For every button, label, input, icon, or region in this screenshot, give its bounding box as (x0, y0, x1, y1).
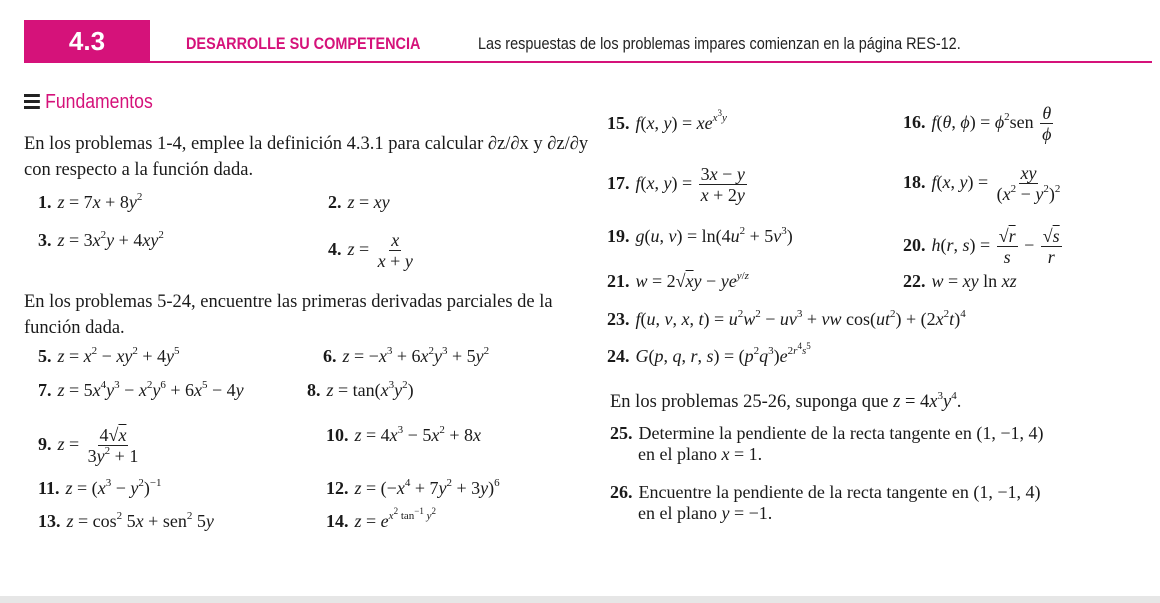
problem-5 (38, 346, 179, 367)
problem-expression: z = xy (347, 192, 390, 212)
problem-7 (38, 380, 244, 401)
problem-number: 15. (607, 113, 630, 133)
problem-16 (903, 103, 1056, 144)
problem-10 (326, 425, 481, 446)
problem-number: 10. (326, 425, 349, 445)
problem-expression: h(r, s) = $\frac{√r}{s}$ − $\frac{√s}{r}$ (931, 226, 1060, 267)
problem-20 (903, 226, 1064, 267)
problem-number: 26. (610, 482, 633, 502)
problem-number: 8. (307, 380, 321, 400)
problem-number: 17. (607, 172, 630, 193)
problem-number: 20. (903, 234, 926, 255)
problem-12 (326, 478, 500, 499)
problem-number: 18. (903, 171, 926, 192)
problem-21 (607, 271, 749, 292)
header-rule (24, 61, 1152, 63)
problem-3 (38, 230, 164, 251)
intro-1-4: En los problemas 1-4, emplee la definición 4.3.1 para calcular ∂z/∂x y ∂z/∂y con respecto a la función dada. (24, 134, 589, 180)
problem-23 (607, 309, 966, 330)
problem-expression: $z = 3x^2y + 4xy^2$ (57, 229, 164, 250)
page-bottom-border (0, 596, 1160, 603)
problem-13 (38, 511, 214, 532)
problem-number: 21. (607, 271, 630, 291)
problem-expression: f(x, y) = $\frac{xy}{(x^2 - y^2)^2}$ (931, 163, 1061, 204)
problem-expression: $z = 7x + 8y^2$ (57, 191, 143, 212)
problem-expression: g(u, $v) = \ln(4u^2 + 5v^3)$ (635, 225, 793, 246)
problem-number: 7. (38, 380, 52, 400)
problem-25 (610, 423, 1043, 465)
problem-expression-line2: en el plano x = 1. (638, 444, 763, 464)
problem-26 (610, 482, 1040, 524)
intro-25-26: En los problemas 25-26, suponga que $z = 4x^3y^4$. (610, 390, 962, 412)
problem-number: 9. (38, 433, 52, 454)
heading-label: Fundamentos (45, 91, 153, 113)
problem-expression: f(θ, $\phi) = \phi^2sen$ $\frac{\theta}{\phi}$ (931, 103, 1052, 144)
problem-expression-line2: en el plano y = −1. (638, 503, 773, 523)
problem-expression: $z = x^2 - xy^2 + 4y^5$ (57, 345, 180, 366)
problem-22 (903, 271, 1017, 292)
problem-expression: G(p, q, r, $s) = (p^2q^3)e^{2r^4s^5}$ (635, 341, 811, 366)
problem-expression: $z = \tan(x^3y^2)$ (326, 379, 414, 400)
problem-expression: f(x, $y) = xe^{x^3y}$ (635, 108, 727, 133)
problem-expression: f(u, v, x, $t) = u^2w^2 - uv^3$ + vw $\cos(ut^2) + (2x^2t)^4$ (635, 308, 966, 329)
problem-11 (38, 478, 162, 499)
problem-number: 13. (38, 511, 61, 531)
problem-17 (607, 164, 749, 205)
problem-6 (323, 346, 489, 367)
problem-number: 22. (903, 271, 926, 291)
problem-number: 14. (326, 511, 349, 531)
problem-19 (607, 226, 793, 247)
problem-expression: $z = (-x^4 + 7y^2 + 3y)^6$ (354, 477, 500, 498)
problem-8 (307, 380, 414, 401)
problem-expression: $z = (x^3 - y^2)^{-1}$ (65, 477, 162, 498)
problem-expression: w = xy ln xz (931, 271, 1017, 291)
problem-4 (328, 230, 417, 271)
problem-number: 6. (323, 346, 337, 366)
problem-2 (328, 192, 390, 213)
problem-expression: $z = e^{x^2 tan^{-1} y^2}$ (354, 506, 436, 531)
problem-expression: $w = 2√xy - ye^{y/z}$ (635, 270, 749, 291)
problem-expression: Encuentre la pendiente de la recta tangente en (1, −1, 4) (638, 482, 1041, 502)
problem-15 (607, 108, 727, 134)
problem-1 (38, 192, 142, 213)
section-number: 4.3 (24, 20, 150, 62)
problem-expression: f(x, y) = $\frac{3x - y}{x + 2y}$ (635, 164, 745, 205)
problem-number: 19. (607, 226, 630, 246)
problem-18 (903, 163, 1064, 204)
menu-icon (24, 94, 40, 109)
problem-expression: $z = -x^3 + 6x^2y^3 + 5y^2$ (342, 345, 490, 366)
section-title: DESARROLLE SU COMPETENCIA (186, 34, 421, 53)
problem-number: 3. (38, 230, 52, 250)
problem-expression: $z = 4x^3 - 5x^2 + 8x$ (354, 424, 481, 445)
problem-expression: z = $\frac{x}{x + y}$ (347, 230, 413, 271)
answers-note: Las respuestas de los problemas impares comienzan en la página RES-12. (478, 34, 961, 53)
problem-number: 5. (38, 346, 52, 366)
problem-expression: z = $\frac{4√x}{3y^2 + 1}$ (57, 425, 139, 466)
problem-expression: Determine la pendiente de la recta tangente en (1, −1, 4) (638, 423, 1044, 443)
problem-number: 23. (607, 309, 630, 329)
problem-14 (326, 506, 436, 532)
problem-number: 1. (38, 192, 52, 212)
problem-number: 2. (328, 192, 342, 212)
fundamentos-heading (24, 91, 153, 114)
problem-number: 25. (610, 423, 633, 443)
problem-24 (607, 341, 811, 367)
problem-number: 11. (38, 478, 60, 498)
problem-number: 24. (607, 346, 630, 366)
intro-5-24: En los problemas 5-24, encuentre las primeras derivadas parciales de la función dada. (24, 292, 553, 338)
problem-number: 4. (328, 238, 342, 259)
problem-9 (38, 425, 142, 466)
problem-number: 12. (326, 478, 349, 498)
problem-number: 16. (903, 111, 926, 132)
problem-expression: $z = 5x^4y^3 - x^2y^6 + 6x^5 - 4y$ (57, 379, 244, 400)
problem-expression: $z = \cos^2 5x + sen^2$ 5y (66, 510, 214, 531)
